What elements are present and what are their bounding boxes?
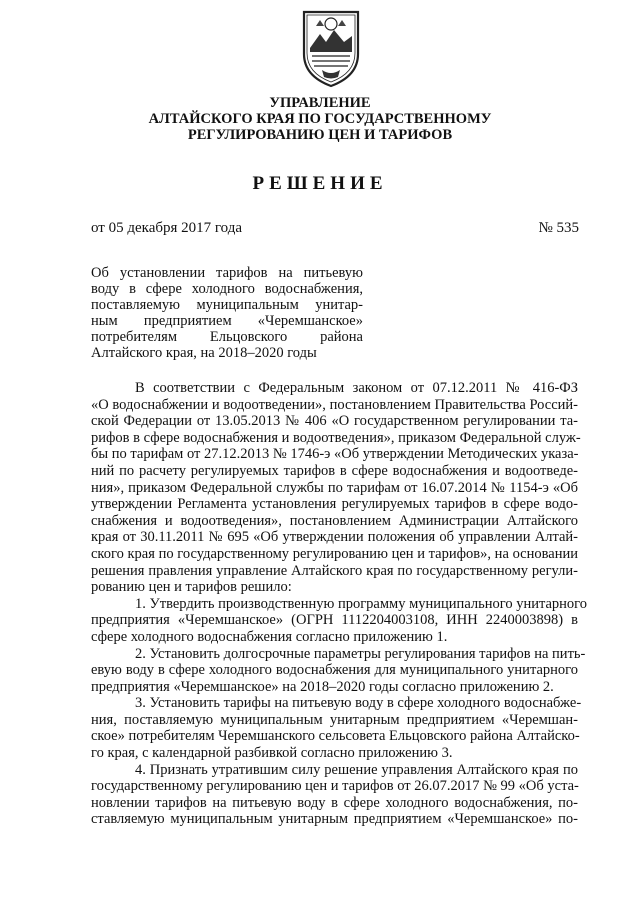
body-line: 2. Установить долгосрочные параметры регулирования тарифов на пить- xyxy=(135,645,586,662)
body-line: ставляемую муниципальным унитарным предприятием «Черемшанское» по- xyxy=(91,811,578,828)
body-line: бы по тарифам от 27.12.2013 № 1746-э «Об утверждении Методических указа- xyxy=(91,446,579,463)
subject-line: поставляемую муниципальным унитар- xyxy=(91,297,363,313)
body-line: го края, с календарной разбивкой согласно приложению 3. xyxy=(91,745,453,762)
body-line: ское» потребителям Черемшанского сельсовета Ельцовского района Алтайско- xyxy=(91,728,580,745)
body-line: рованию цен и тарифов решило: xyxy=(91,579,292,596)
organization-name xyxy=(0,95,640,143)
body-line: утверждении Регламента установления регулируемых тарифов в сфере водо- xyxy=(91,496,578,513)
coat-of-arms-emblem xyxy=(298,6,364,90)
body-line: ния», приказом Федеральной службы по тарифам от 16.07.2014 № 1154-э «Об xyxy=(91,479,578,496)
body-line: ния, поставляемую муниципальным унитарным предприятием «Черемшан- xyxy=(91,711,578,728)
body-line: государственному регулированию цен и тарифов от 26.07.2017 № 99 «Об уста- xyxy=(91,778,579,795)
body-line: ской Федерации от 13.05.2013 № 406 «О государственном регулировании та- xyxy=(91,413,578,430)
body-line: евую воду в сфере холодного водоснабжения для муниципального унитарного xyxy=(91,662,578,679)
body-line: предприятия «Черемшанское» (ОГРН 1112204003108, ИНН 2240003898) в xyxy=(91,612,578,629)
subject-line: ным предприятием «Черемшанское» xyxy=(91,313,363,329)
body-line: 4. Признать утратившим силу решение управления Алтайского края по xyxy=(135,761,578,778)
body-line: В соответствии с Федеральным законом от 07.12.2011 № 416-ФЗ xyxy=(135,380,578,396)
org-line: РЕГУЛИРОВАНИЮ ЦЕН И ТАРИФОВ xyxy=(187,127,453,143)
body-line: новлении тарифов на питьевую воду в сфере холодного водоснабжения, по- xyxy=(91,794,578,811)
org-line: АЛТАЙСКОГО КРАЯ ПО ГОСУДАРСТВЕННОМУ xyxy=(148,111,492,127)
body-line: сфере холодного водоснабжения согласно приложению 1. xyxy=(91,628,448,645)
org-line: УПРАВЛЕНИЕ xyxy=(269,95,371,111)
subject-line: потребителям Ельцовского района xyxy=(91,329,363,345)
body-line: ний по расчету регулируемых тарифов в сфере водоснабжения и водоотведе- xyxy=(91,462,578,479)
body-line: рифов в сфере водоснабжения и водоотведения», приказом Федеральной служ- xyxy=(91,429,581,446)
document-date: от 05 декабря 2017 года xyxy=(91,220,243,236)
body-line: края от 30.11.2011 № 695 «Об утверждении положения об управлении Алтай- xyxy=(91,529,578,546)
subject-line: Об установлении тарифов на питьевую xyxy=(91,265,363,281)
body-line: предприятия «Черемшанское» на 2018–2020 годы согласно приложению 2. xyxy=(91,678,554,695)
document-subject xyxy=(91,265,363,361)
document-body xyxy=(91,380,588,828)
subject-line: воду в сфере холодного водоснабжения, xyxy=(91,281,363,297)
body-line: ского края по государственному регулированию цен и тарифов», на основании xyxy=(91,545,578,562)
body-line: «О водоснабжении и водоотведении», постановлением Правительства Россий- xyxy=(91,396,578,413)
body-line: 1. Утвердить производственную программу муниципального унитарного xyxy=(135,595,588,612)
body-line: 3. Установить тарифы на питьевую воду в сфере холодного водоснабже- xyxy=(135,695,582,712)
document-title: РЕШЕНИЕ xyxy=(252,173,388,194)
body-line: решения правления управление Алтайского края по государственному регули- xyxy=(91,562,578,579)
document-number: № 535 xyxy=(538,220,579,236)
subject-line: Алтайского края, на 2018–2020 годы xyxy=(91,345,317,361)
body-line: снабжения и водоотведения», постановлением Администрации Алтайского xyxy=(91,512,578,529)
